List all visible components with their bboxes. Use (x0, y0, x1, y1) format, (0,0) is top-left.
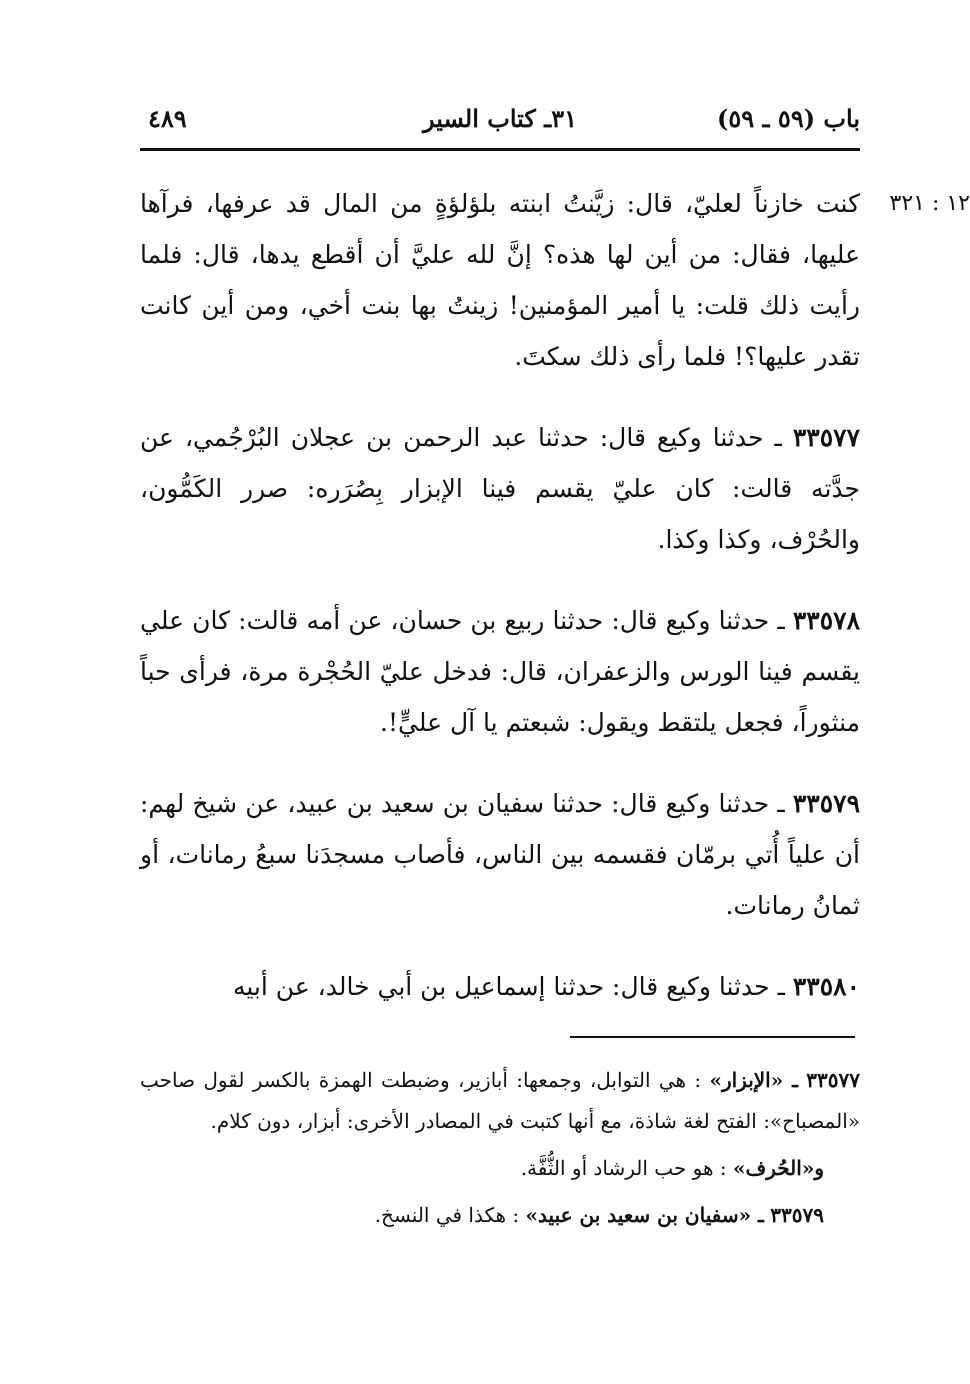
footnote-number: ٣٣٥٧٧ (806, 1068, 861, 1092)
hadith-number: ٣٣٥٧٧ (792, 423, 860, 452)
footnote-text: : هو حب الرشاد أو الثُّفَّة. (520, 1156, 727, 1180)
footnote (140, 1148, 860, 1189)
paragraph-text: ـ حدثنا وكيع قال: حدثنا عبد الرحمن بن عجلان البُرْجُمي، عن جدَّته قالت: كان عليّ يقسم فينا الإبزار بِصُرَره: صرر الكَمُّون، والحُرْف، وكذا وكذا. (140, 423, 860, 554)
footnote (140, 1195, 860, 1236)
hadith-paragraph (140, 178, 970, 382)
footnote (140, 1060, 860, 1142)
footnote-number: ٣٣٥٧٩ (770, 1203, 824, 1227)
hadith-paragraph (140, 412, 860, 565)
hadith-paragraph (140, 961, 860, 1012)
footnote-term: و«الحُرف» (733, 1156, 824, 1180)
footnote-term: ـ «سفيان بن سعيد بن عبيد» (525, 1203, 764, 1227)
page-number: ٤٨٩ (148, 104, 187, 133)
main-text (140, 178, 970, 1042)
chapter-title: باب (٥٩ ـ ٥٩) (717, 104, 860, 133)
hadith-paragraph (140, 595, 860, 748)
page-header (140, 104, 860, 144)
footnote-divider (570, 1036, 855, 1038)
header-divider (140, 148, 860, 151)
paragraph-text: ـ حدثنا وكيع قال: حدثنا ربيع بن حسان، عن أمه قالت: كان علي يقسم فينا الورس والزعفران، قال: فدخل عليّ الحُجْرة مرة، فرأى حباً منثوراً، فجعل يلتقط ويقول: شبعتم يا آل عليٍّ!. (140, 606, 860, 737)
footnote-term: ـ «الإبزار» (709, 1068, 798, 1092)
hadith-paragraph (140, 778, 860, 931)
hadith-number: ٣٣٥٧٩ (792, 789, 860, 818)
paragraph-text: ـ حدثنا وكيع قال: حدثنا سفيان بن سعيد بن عبيد، عن شيخ لهم: أن علياً أُتي برمّان فقسمه بين الناس، فأصاب مسجدَنا سبعُ رمانات، أو ثمانُ رمانات. (140, 789, 860, 920)
footnotes (140, 1060, 860, 1242)
paragraph-text: ـ حدثنا وكيع قال: حدثنا إسماعيل بن أبي خالد، عن أبيه (232, 972, 785, 1001)
book-title: ٣١ـ كتاب السير (423, 104, 577, 133)
hadith-number: ٣٣٥٧٨ (792, 606, 860, 635)
footnote-text: : هكذا في النسخ. (374, 1203, 520, 1227)
hadith-number: ٣٣٥٨٠ (792, 972, 860, 1001)
footnote-text: : هي التوابل، وجمعها: أبازير، وضبطت الهمزة بالكسر لقول صاحب «المصباح»: الفتح لغة شاذة، مع أنها كتبت في المصادر الأخرى: أبزار، دون كلام. (140, 1068, 860, 1133)
paragraph-text: كنت خازناً لعليّ، قال: زيَّنتُ ابنته بلؤلؤةٍ من المال قد عرفها، فرآها عليها، فقال: من أين لها هذه؟ إنَّ لله عليَّ أن أقطع يدها، قال: فلما رأيت ذلك قلت: يا أمير المؤمنين! زينتُ بها بنت أخي، ومن أين كانت تقدر عليها؟! فلما رأى ذلك سكتَ. (140, 189, 860, 371)
volume-page-reference: ١٢ : ٣٢١ (889, 191, 970, 216)
